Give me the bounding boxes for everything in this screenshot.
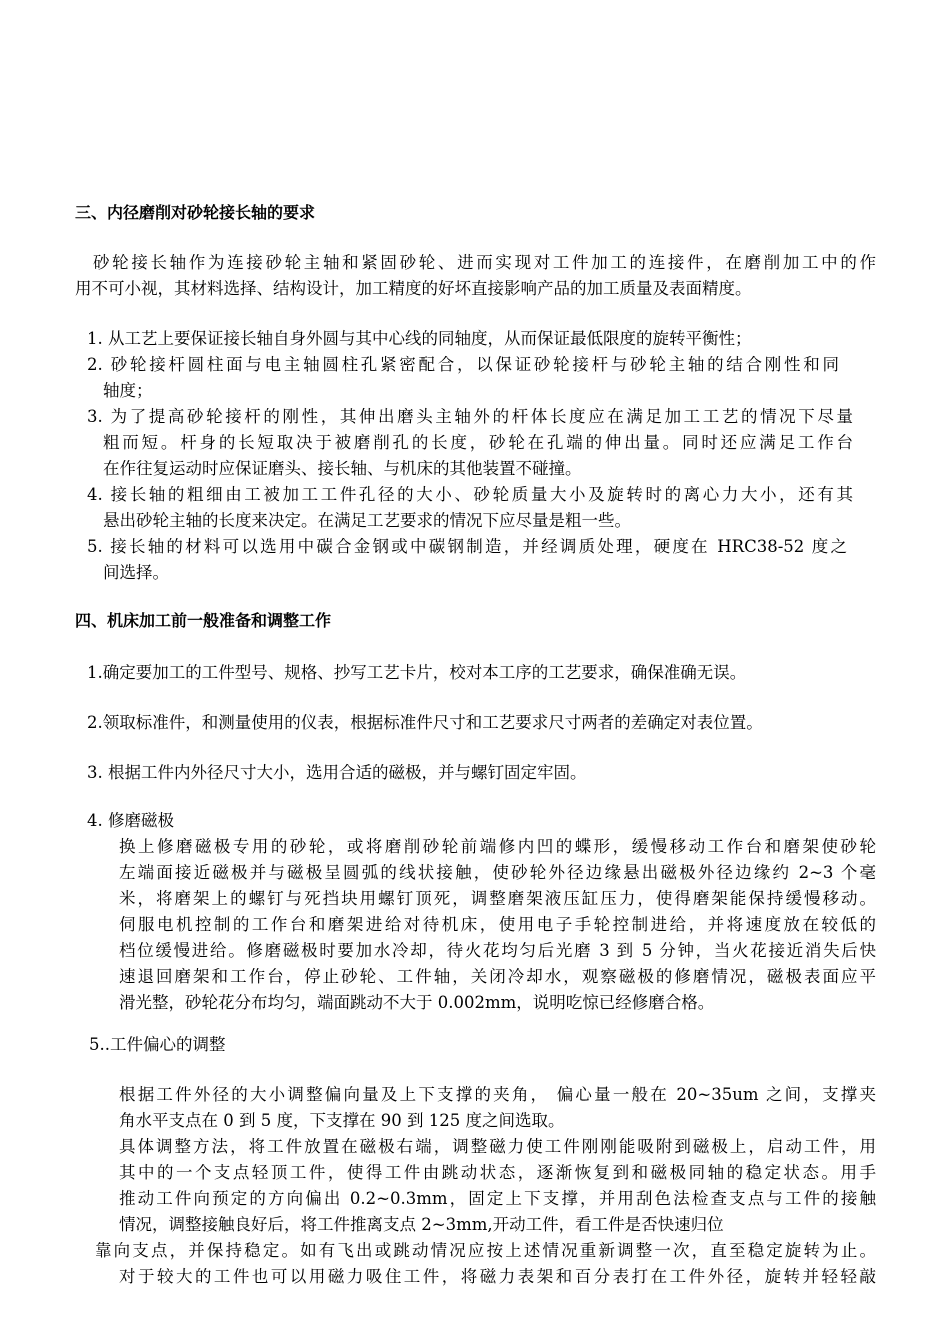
step-5-line-7: 靠向支点，并保持稳定。如有飞出或跳动情况应按上述情况重新调整一次，直至稳定旋转为止。 xyxy=(95,1241,876,1260)
section-3-item-4-line-1: 4. 接长轴的粗细由工被加工工件孔径的大小、砂轮质量大小及旋转时的离心力大小，还有其 xyxy=(87,485,853,504)
section-3-intro-line-1: 砂轮接长轴作为连接砂轮主轴和紧固砂轮、进而实现对工件加工的连接件，在磨削加工中的作 xyxy=(93,253,876,272)
section-4-step-5-title: 5..工件偏心的调整 xyxy=(89,1035,226,1054)
section-3-item-3-line-1: 3. 为了提高砂轮接杆的刚性，其伸出磨头主轴外的杆体长度应在满足加工工艺的情况下尽量 xyxy=(87,407,853,426)
section-4-step-3: 3. 根据工件内外径尺寸大小，选用合适的磁极，并与螺钉固定牢固。 xyxy=(87,763,587,782)
section-3-item-5-line-1: 5. 接长轴的材料可以选用中碳合金钢或中碳钢制造，并经调质处理，硬度在 HRC38-52 度之 xyxy=(87,537,847,556)
step-4-line-1: 换上修磨磁极专用的砂轮，或将磨削砂轮前端修内凹的蝶形，缓慢移动工作台和磨架使砂轮 xyxy=(119,837,876,856)
step-4-line-6: 速退回磨架和工作台，停止砂轮、工件轴，关闭冷却水，观察磁极的修磨情况，磁极表面应平 xyxy=(119,967,876,986)
section-4-heading: 四、机床加工前一般准备和调整工作 xyxy=(75,611,332,630)
step-5-line-5: 推动工件向预定的方向偏出 0.2~0.3mm，固定上下支撑，并用刮色法检查支点与工件的接触 xyxy=(119,1189,876,1208)
section-4-step-4-title: 4. 修磨磁极 xyxy=(87,811,174,830)
section-3-item-4-line-2: 悬出砂轮主轴的长度来决定。在满足工艺要求的情况下应尽量是粗一些。 xyxy=(103,511,631,530)
section-3-item-5-line-2: 间选择。 xyxy=(103,563,169,582)
section-3-item-1: 1. 从工艺上要保证接长轴自身外圆与其中心线的同轴度，从而保证最低限度的旋转平衡性； xyxy=(87,329,752,348)
step-5-line-1: 根据工件外径的大小调整偏向量及上下支撑的夹角， 偏心量一般在 20~35um 之间，支撑夹 xyxy=(119,1085,876,1104)
step-4-line-2: 左端面接近磁极并与磁极呈圆弧的线状接触，使砂轮外径边缘悬出磁极外径边缘约 2~3 个毫 xyxy=(119,863,876,882)
step-4-line-3: 米，将磨架上的螺钉与死挡块用螺钉顶死，调整磨架液压缸压力，使得磨架能保持缓慢移动。 xyxy=(119,889,876,908)
section-3-item-3-line-2: 粗而短。杆身的长短取决于被磨削孔的长度，砂轮在孔端的伸出量。同时还应满足工作台 xyxy=(103,433,853,452)
step-5-line-6: 情况，调整接触良好后，将工件推离支点 2~3mm,开动工件，看工件是否快速归位 xyxy=(119,1215,724,1234)
section-4-step-2: 2.领取标准件，和测量使用的仪表，根据标准件尺寸和工艺要求尺寸两者的差确定对表位置。 xyxy=(87,713,763,732)
step-5-line-3: 具体调整方法，将工件放置在磁极右端，调整磁力使工件刚刚能吸附到磁极上，启动工件，用 xyxy=(119,1137,876,1156)
section-3-heading: 三、内径磨削对砂轮接长轴的要求 xyxy=(75,203,316,222)
step-4-line-7: 滑光整，砂轮花分布均匀，端面跳动不大于 0.002mm，说明吃惊已经修磨合格。 xyxy=(119,993,715,1012)
step-5-line-2: 角水平支点在 0 到 5 度，下支撑在 90 到 125 度之间选取。 xyxy=(119,1111,565,1130)
section-3-item-2-line-2: 轴度； xyxy=(103,381,153,400)
section-3-item-2-line-1: 2. 砂轮接杆圆柱面与电主轴圆柱孔紧密配合，以保证砂轮接杆与砂轮主轴的结合刚性和同 xyxy=(87,355,839,374)
section-3-intro-line-2: 用不可小视，其材料选择、结构设计，加工精度的好坏直接影响产品的加工质量及表面精度。 xyxy=(75,279,752,298)
step-5-line-8: 对于较大的工件也可以用磁力吸住工件，将磁力表架和百分表打在工件外径，旋转并轻轻敲 xyxy=(119,1267,876,1286)
step-4-line-5: 档位缓慢进给。修磨磁极时要加水冷却，待火花均匀后光磨 3 到 5 分钟，当火花接近消失后快 xyxy=(119,941,876,960)
step-5-line-4: 其中的一个支点轻顶工件，使得工件由跳动状态，逐渐恢复到和磁极同轴的稳定状态。用手 xyxy=(119,1163,876,1182)
step-4-line-4: 伺服电机控制的工作台和磨架进给对待机床，使用电子手轮控制进给，并将速度放在较低的 xyxy=(119,915,876,934)
section-4-step-1: 1.确定要加工的工件型号、规格、抄写工艺卡片，校对本工序的工艺要求，确保准确无误。 xyxy=(87,663,747,682)
section-3-item-3-line-3: 在作往复运动时应保证磨头、接长轴、与机床的其他装置不碰撞。 xyxy=(103,459,582,478)
